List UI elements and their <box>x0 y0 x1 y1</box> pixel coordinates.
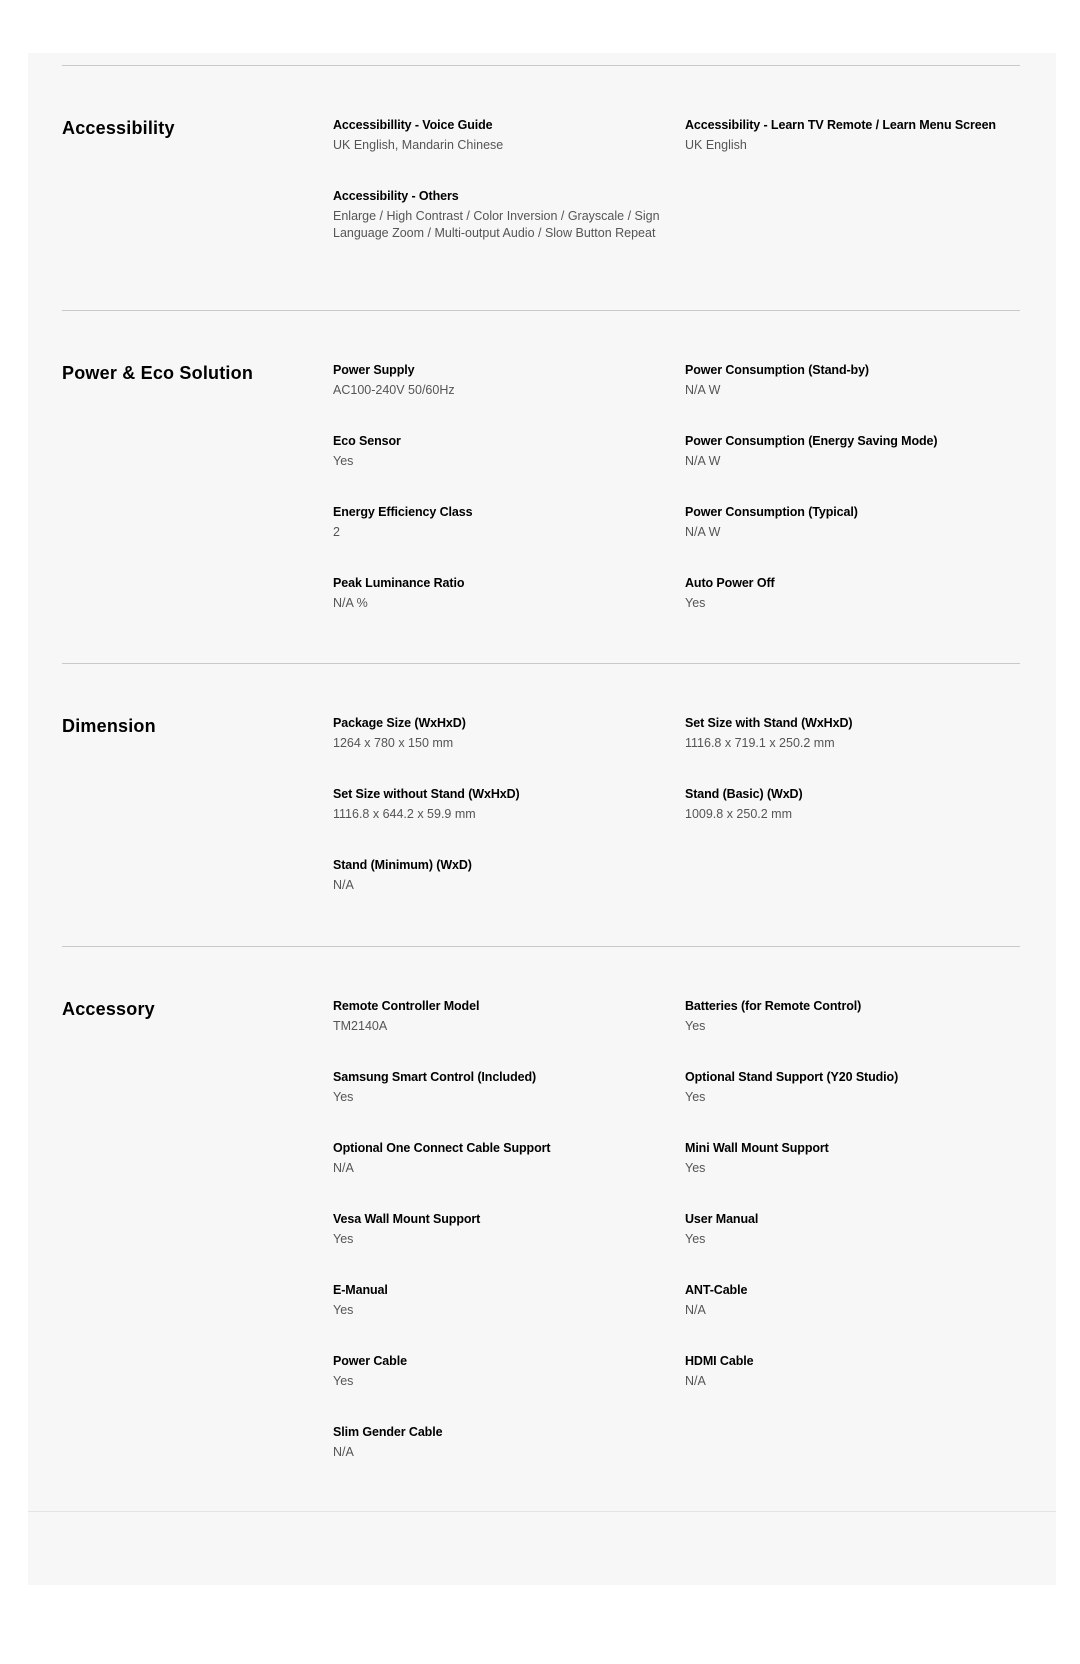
spec-item <box>685 1069 1015 1106</box>
spec-value: 1264 x 780 x 150 mm <box>333 736 454 750</box>
spec-label: Slim Gender Cable <box>333 1425 443 1439</box>
spec-label: HDMI Cable <box>685 1354 754 1368</box>
spec-value: N/A <box>685 1303 706 1317</box>
spec-label: Stand (Minimum) (WxD) <box>333 858 472 872</box>
spec-item <box>685 504 1015 541</box>
spec-label: Samsung Smart Control (Included) <box>333 1070 537 1084</box>
spec-value: N/A <box>333 878 354 892</box>
spec-label: Energy Efficiency Class <box>333 505 473 519</box>
spec-value: Enlarge / High Contrast / Color Inversion / Grayscale / Sign Language Zoom / Multi-output Audio / Slow Button Repeat <box>333 209 660 240</box>
spec-value: TM2140A <box>333 1019 388 1033</box>
spec-value: AC100-240V 50/60Hz <box>333 383 455 397</box>
spec-value: Yes <box>333 454 354 468</box>
spec-item <box>685 1353 1015 1390</box>
spec-value: 1009.8 x 250.2 mm <box>685 807 793 821</box>
spec-value: N/A <box>333 1161 354 1175</box>
spec-label: Set Size without Stand (WxHxD) <box>333 787 520 801</box>
spec-label: Eco Sensor <box>333 434 401 448</box>
spec-value: 2 <box>333 525 340 539</box>
section-dimension <box>62 663 1020 934</box>
spec-label: Stand (Basic) (WxD) <box>685 787 803 801</box>
spec-label: Power Cable <box>333 1354 407 1368</box>
spec-value: Yes <box>333 1090 354 1104</box>
spec-item <box>333 1424 663 1461</box>
spec-label: Set Size with Stand (WxHxD) <box>685 716 853 730</box>
spec-value: N/A W <box>685 525 721 539</box>
spec-label: Optional Stand Support (Y20 Studio) <box>685 1070 899 1084</box>
spec-item <box>333 786 663 823</box>
spec-item <box>685 575 1015 612</box>
spec-value: N/A <box>685 1374 706 1388</box>
spec-value: N/A % <box>333 596 368 610</box>
spec-item <box>333 998 663 1035</box>
spec-label: Power Consumption (Stand-by) <box>685 363 869 377</box>
spec-item <box>333 1140 663 1177</box>
spec-item <box>333 117 663 154</box>
spec-item <box>333 575 663 612</box>
section-accessory <box>62 946 1020 1507</box>
spec-item <box>333 1069 663 1106</box>
spec-item <box>685 1140 1015 1177</box>
spec-item <box>685 786 1015 823</box>
spec-value: Yes <box>333 1303 354 1317</box>
spec-item <box>685 117 1015 154</box>
spec-value: Yes <box>333 1232 354 1246</box>
spec-value: UK English, Mandarin Chinese <box>333 138 504 152</box>
footer-divider <box>28 1511 1056 1512</box>
spec-value: Yes <box>685 1161 706 1175</box>
spec-item <box>333 715 663 752</box>
spec-label: Accessibillity - Voice Guide <box>333 118 493 132</box>
spec-label: Package Size (WxHxD) <box>333 716 466 730</box>
spec-label: Mini Wall Mount Support <box>685 1141 829 1155</box>
spec-label: Accessibility - Others <box>333 189 459 203</box>
spec-label: Power Consumption (Typical) <box>685 505 858 519</box>
spec-value: 1116.8 x 719.1 x 250.2 mm <box>685 736 835 750</box>
spec-value: N/A W <box>685 454 721 468</box>
spec-label: Power Supply <box>333 363 415 377</box>
spec-value: Yes <box>685 1019 706 1033</box>
spec-label: Power Consumption (Energy Saving Mode) <box>685 434 938 448</box>
spec-label: Remote Controller Model <box>333 999 480 1013</box>
spec-item <box>333 1282 663 1319</box>
spec-item <box>685 1282 1015 1319</box>
spec-item <box>685 715 1015 752</box>
spec-item <box>333 188 663 242</box>
specs-panel <box>28 53 1056 1585</box>
spec-item <box>333 1353 663 1390</box>
spec-label: Batteries (for Remote Control) <box>685 999 862 1013</box>
section-power-eco <box>62 310 1020 651</box>
spec-label: Vesa Wall Mount Support <box>333 1212 481 1226</box>
spec-label: Optional One Connect Cable Support <box>333 1141 551 1155</box>
spec-value: Yes <box>333 1374 354 1388</box>
spec-item <box>333 433 663 470</box>
spec-value: Yes <box>685 596 706 610</box>
section-accessibility <box>62 65 1020 300</box>
spec-label: User Manual <box>685 1212 759 1226</box>
section-title: Accessibility <box>62 118 175 138</box>
spec-label: Accessibility - Learn TV Remote / Learn Menu Screen <box>685 118 996 132</box>
section-title: Dimension <box>62 716 156 736</box>
spec-item <box>333 504 663 541</box>
spec-item <box>333 1211 663 1248</box>
spec-value: N/A <box>333 1445 354 1459</box>
spec-label: ANT-Cable <box>685 1283 748 1297</box>
spec-value: 1116.8 x 644.2 x 59.9 mm <box>333 807 476 821</box>
section-title: Accessory <box>62 999 155 1019</box>
spec-item <box>333 362 663 399</box>
spec-value: N/A W <box>685 383 721 397</box>
section-title: Power & Eco Solution <box>62 363 254 383</box>
spec-value: UK English <box>685 138 747 152</box>
spec-item <box>685 362 1015 399</box>
spec-value: Yes <box>685 1232 706 1246</box>
spec-label: Auto Power Off <box>685 576 775 590</box>
spec-value: Yes <box>685 1090 706 1104</box>
spec-item <box>333 857 663 894</box>
spec-item <box>685 433 1015 470</box>
spec-item <box>685 1211 1015 1248</box>
spec-item <box>685 998 1015 1035</box>
spec-label: Peak Luminance Ratio <box>333 576 465 590</box>
spec-label: E-Manual <box>333 1283 388 1297</box>
